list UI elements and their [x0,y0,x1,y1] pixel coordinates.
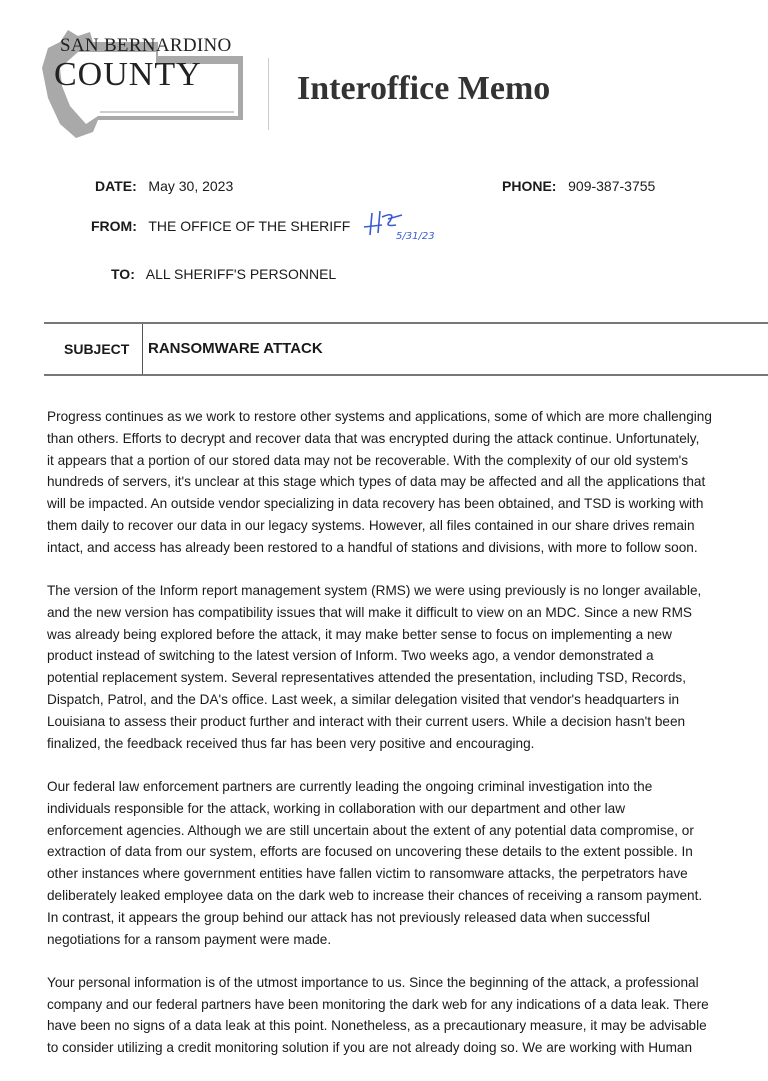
paragraph-line: Louisiana to assess their product further and interact with their current users. While a decision hasn't been [47,713,686,729]
paragraph-line: enforcement agencies. Although we are still uncertain about the extent of any potential data compromise, or [47,822,694,838]
logo-line1: SAN BERNARDINO [60,35,232,56]
paragraph-line: company and our federal partners have been monitoring the dark web for any indications of a data leak. There [47,996,709,1012]
paragraph-line: Your personal information is of the utmost importance to us. Since the beginning of the attack, a professional [47,974,699,990]
paragraph-line: extraction of data from our system, efforts are focused on uncovering these details to the extent possible. In [47,844,693,860]
paragraph-line: Progress continues as we work to restore other systems and applications, some of which are more challenging [47,409,712,424]
phone-row [502,178,655,195]
phone-label: PHONE: [502,178,557,194]
subject-box [44,322,768,376]
logo-line2: COUNTY [54,56,202,93]
body-paragraph [47,406,747,559]
to-row [111,266,336,283]
paragraph-line: will be impacted. An outside vendor specializing in data recovery has been obtained, and TSD is working with [47,496,704,512]
paragraph-line: finalized, the feedback received thus far has been very positive and encouraging. [47,735,535,751]
from-row [91,218,350,235]
paragraph-line: it appears that a portion of our stored data may not be recoverable. With the complexity of our old system's [47,452,689,468]
from-label: FROM: [91,218,137,234]
paragraph-line: intact, and access has already been restored to a handful of stations and divisions, with more to follow soon. [47,539,698,555]
paragraph-line: have been no signs of a data leak at this point. Nonetheless, as a precautionary measure, it may be advisable [47,1018,707,1034]
paragraph-line: deliberately leaked employee data on the dark web to increase their chances of receiving a ransom payment. [47,887,703,903]
paragraph-line: Dispatch, Patrol, and the DA's office. Last week, a similar delegation visited that vendor's headquarters in [47,692,680,708]
paragraph-line: to consider utilizing a credit monitoring solution if you are not already doing so. We are working with Human [47,1040,693,1056]
paragraph-line: and the new version has compatibility issues that will make it difficult to view on an MDC. Since a new RMS [47,604,692,620]
header-divider [268,58,269,130]
date-row [95,178,233,195]
paragraph-line: The version of the Inform report management system (RMS) we were using previously is no longer available, [47,583,702,599]
body-paragraph [47,972,747,1059]
subject-label: SUBJECT [64,341,130,357]
phone-value: 909-387-3755 [568,178,656,194]
paragraph-line: than others. Efforts to decrypt and recover data that was encrypted during the attack continue. Unfortunately, [47,430,700,446]
paragraph-line: In contrast, it appears the group behind our attack has not previously released data when successful [47,909,651,925]
body-paragraph [47,776,747,950]
signature-date: 5/31/23 [396,231,435,242]
paragraph-line: was already being explored before the attack, it may make better sense to focus on implementing a new [47,626,672,642]
paragraph-line: Our federal law enforcement partners are currently leading the ongoing criminal investigation into the [47,778,653,794]
to-value: ALL SHERIFF'S PERSONNEL [145,266,337,282]
date-value: May 30, 2023 [148,178,234,194]
paragraph-line: product instead of switching to the latest version of Inform. Two weeks ago, a vendor demonstrated a [47,648,654,664]
from-value: THE OFFICE OF THE SHERIFF [148,218,351,234]
handwritten-signature [362,205,442,245]
to-label: TO: [111,266,135,282]
subject-value: RANSOMWARE ATTACK [148,340,323,357]
memo-body [47,406,747,1081]
paragraph-line: negotiations for a ransom payment were made. [47,931,332,947]
paragraph-line: them daily to recover our data in our legacy systems. However, all files contained in our share drives remain [47,517,695,533]
date-label: DATE: [95,178,137,194]
body-paragraph [47,580,747,754]
paragraph-line: other instances where government entities have fallen victim to ransomware attacks, the perpetrators have [47,866,688,882]
paragraph-line: individuals responsible for the attack, working in collaboration with our department and other law [47,800,626,816]
subject-divider [142,324,143,374]
paragraph-line: potential replacement system. Several representatives attended the presentation, including TSD, Records, [47,670,687,686]
memo-title: Interoffice Memo [297,70,551,107]
paragraph-line: hundreds of servers, it's unclear at this stage which types of data may be affected and all the applications that [47,474,706,490]
